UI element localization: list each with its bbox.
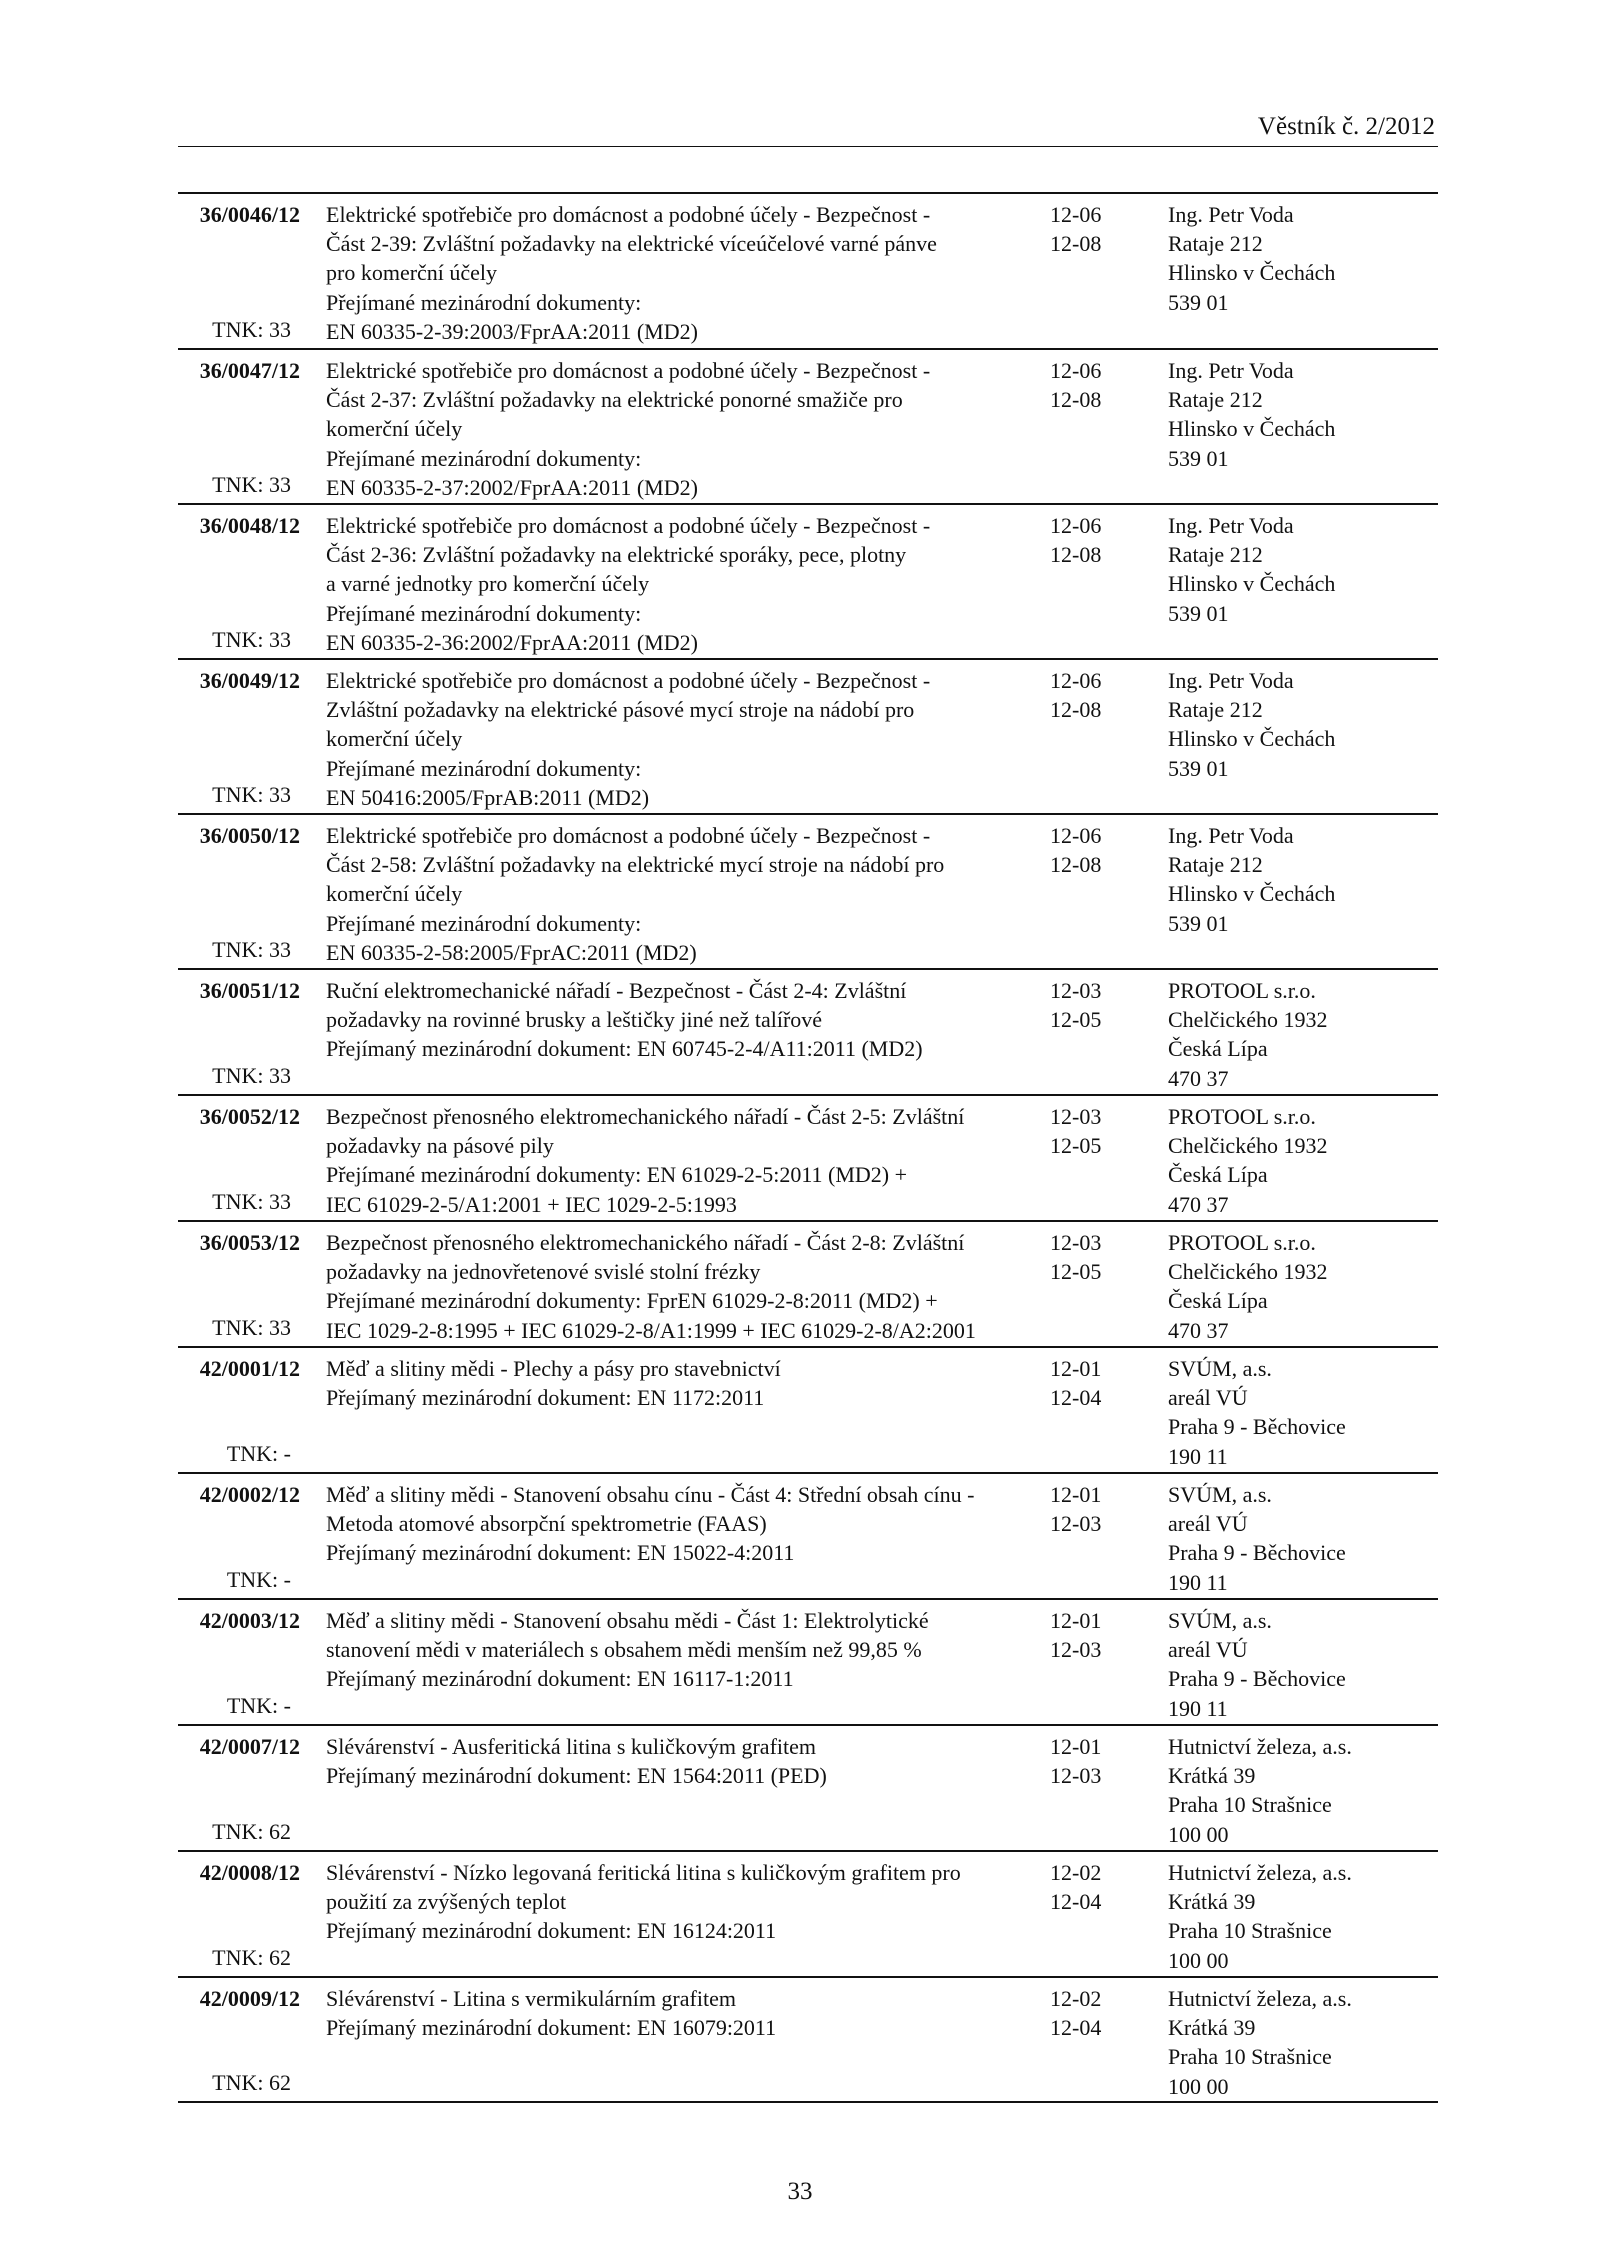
entry-date: 12-03 bbox=[1050, 1230, 1102, 1255]
table-row bbox=[178, 350, 1438, 505]
entry-title-line: a varné jednotky pro komerční účely bbox=[326, 571, 650, 597]
table-row bbox=[178, 1348, 1438, 1474]
entry-address-line: 470 37 bbox=[1168, 1191, 1229, 1217]
entry-title-line: komerční účely bbox=[326, 726, 463, 752]
table-row bbox=[178, 1726, 1438, 1852]
entry-address-line: Hutnictví železa, a.s. bbox=[1168, 1734, 1352, 1759]
entry-dates bbox=[1050, 1480, 1130, 1538]
entry-contact-address bbox=[1168, 356, 1428, 473]
entry-address-line: Rataje 212 bbox=[1168, 231, 1263, 257]
entry-date: 12-05 bbox=[1050, 1133, 1102, 1159]
entry-title-line: Přejímaný mezinárodní dokument: EN 15022-4:2011 bbox=[326, 1540, 795, 1566]
entry-address-line: Praha 10 Strašnice bbox=[1168, 2044, 1332, 2070]
entry-date: 12-06 bbox=[1050, 513, 1102, 538]
table-row bbox=[178, 1600, 1438, 1726]
entry-title-line: Měď a slitiny mědi - Plechy a pásy pro stavebnictví bbox=[326, 1356, 781, 1381]
entry-title-line: EN 60335-2-37:2002/FprAA:2011 (MD2) bbox=[326, 474, 698, 500]
entry-title bbox=[326, 1732, 916, 1790]
entry-contact-address bbox=[1168, 1228, 1428, 1345]
entry-id: 42/0003/12 bbox=[199, 1608, 300, 1633]
entry-title-line: Přejímané mezinárodní dokumenty: bbox=[326, 600, 642, 626]
entry-id: 42/0002/12 bbox=[199, 1482, 300, 1507]
entry-address-line: 190 11 bbox=[1168, 1695, 1228, 1721]
entry-title bbox=[326, 976, 923, 1064]
entry-title bbox=[326, 511, 931, 657]
entry-title-line: Slévárenství - Ausferitická litina s kuličkovým grafitem bbox=[326, 1734, 816, 1759]
entry-date: 12-05 bbox=[1050, 1007, 1102, 1033]
entry-title-line: Zvláštní požadavky na elektrické pásové mycí stroje na nádobí pro bbox=[326, 697, 915, 723]
entry-contact-address bbox=[1168, 666, 1428, 783]
entry-address-line: areál VÚ bbox=[1168, 1511, 1248, 1537]
entry-title-line: EN 50416:2005/FprAB:2011 (MD2) bbox=[326, 784, 650, 810]
entry-title-line: požadavky na pásové pily bbox=[326, 1133, 554, 1159]
entry-address-line: Hlinsko v Čechách bbox=[1168, 416, 1336, 442]
entry-title-line: EN 60335-2-36:2002/FprAA:2011 (MD2) bbox=[326, 629, 698, 655]
entry-address-line: Rataje 212 bbox=[1168, 542, 1263, 568]
entry-address-line: 190 11 bbox=[1168, 1569, 1228, 1595]
entry-address-line: 100 00 bbox=[1168, 2073, 1229, 2099]
entry-date: 12-05 bbox=[1050, 1259, 1102, 1285]
entry-dates bbox=[1050, 1732, 1130, 1790]
entry-title-line: Slévárenství - Nízko legovaná feritická litina s kuličkovým grafitem pro bbox=[326, 1860, 961, 1885]
table-row bbox=[178, 194, 1438, 350]
entry-tnk: TNK: 33 bbox=[212, 627, 291, 652]
entry-tnk: TNK: 33 bbox=[212, 1315, 291, 1340]
entry-tnk: TNK: 62 bbox=[212, 1945, 291, 1970]
entry-date: 12-08 bbox=[1050, 231, 1102, 257]
entry-title-line: použití za zvýšených teplot bbox=[326, 1889, 567, 1915]
entry-tnk: TNK: 33 bbox=[212, 937, 291, 962]
entry-id: 36/0048/12 bbox=[199, 513, 300, 538]
entry-date: 12-06 bbox=[1050, 358, 1102, 383]
header-divider bbox=[178, 146, 1438, 147]
entry-title-line: Elektrické spotřebiče pro domácnost a podobné účely - Bezpečnost - bbox=[326, 513, 931, 538]
entry-dates bbox=[1050, 1354, 1130, 1412]
entry-id: 42/0001/12 bbox=[199, 1356, 300, 1381]
entry-dates bbox=[1050, 1228, 1130, 1286]
entry-title bbox=[326, 1354, 916, 1412]
entry-title bbox=[326, 1984, 916, 2042]
entry-address-line: Ing. Petr Voda bbox=[1168, 202, 1294, 227]
entry-title-line: pro komerční účely bbox=[326, 260, 498, 286]
entry-date: 12-08 bbox=[1050, 387, 1102, 413]
entry-tnk: TNK: 33 bbox=[212, 782, 291, 807]
entry-dates bbox=[1050, 1984, 1130, 2042]
entry-date: 12-02 bbox=[1050, 1860, 1102, 1885]
entry-date: 12-04 bbox=[1050, 1385, 1102, 1411]
entry-tnk: TNK: 62 bbox=[212, 1819, 291, 1844]
entry-address-line: 190 11 bbox=[1168, 1443, 1228, 1469]
entry-title-line: stanovení mědi v materiálech s obsahem mědi menším než 99,85 % bbox=[326, 1637, 922, 1663]
entry-address-line: 539 01 bbox=[1168, 600, 1229, 626]
entry-title-line: Elektrické spotřebiče pro domácnost a podobné účely - Bezpečnost - bbox=[326, 823, 931, 848]
entry-title-line: Přejímané mezinárodní dokumenty: FprEN 61029-2-8:2011 (MD2) + bbox=[326, 1288, 938, 1314]
entry-address-line: Praha 9 - Běchovice bbox=[1168, 1540, 1346, 1566]
entry-title bbox=[326, 1480, 975, 1568]
entry-title-line: Přejímaný mezinárodní dokument: EN 16117-1:2011 bbox=[326, 1666, 794, 1692]
entry-title-line: Elektrické spotřebiče pro domácnost a podobné účely - Bezpečnost - bbox=[326, 668, 931, 693]
entry-dates bbox=[1050, 1858, 1130, 1916]
table-row bbox=[178, 1852, 1438, 1978]
entry-title-line: Měď a slitiny mědi - Stanovení obsahu cínu - Část 4: Střední obsah cínu - bbox=[326, 1482, 975, 1507]
entry-date: 12-06 bbox=[1050, 668, 1102, 693]
entry-address-line: Hlinsko v Čechách bbox=[1168, 571, 1336, 597]
entry-address-line: Chelčického 1932 bbox=[1168, 1259, 1328, 1285]
entry-title bbox=[326, 1228, 976, 1345]
entry-title-line: Elektrické spotřebiče pro domácnost a podobné účely - Bezpečnost - bbox=[326, 358, 931, 383]
entry-date: 12-01 bbox=[1050, 1608, 1102, 1633]
entry-date: 12-03 bbox=[1050, 1104, 1102, 1129]
entry-title bbox=[326, 666, 931, 812]
entry-title-line: IEC 61029-2-5/A1:2001 + IEC 1029-2-5:1993 bbox=[326, 1191, 737, 1217]
entry-address-line: PROTOOL s.r.o. bbox=[1168, 978, 1316, 1003]
entry-tnk: TNK: 33 bbox=[212, 317, 291, 342]
entry-address-line: Hlinsko v Čechách bbox=[1168, 260, 1336, 286]
entry-date: 12-03 bbox=[1050, 1763, 1102, 1789]
entry-id: 36/0046/12 bbox=[199, 202, 300, 227]
entry-title bbox=[326, 1102, 965, 1219]
entry-address-line: 100 00 bbox=[1168, 1947, 1229, 1973]
entry-title bbox=[326, 200, 937, 346]
table-row bbox=[178, 660, 1438, 815]
entry-contact-address bbox=[1168, 1102, 1428, 1219]
entry-address-line: Rataje 212 bbox=[1168, 387, 1263, 413]
entry-address-line: SVÚM, a.s. bbox=[1168, 1482, 1272, 1507]
entry-contact-address bbox=[1168, 976, 1428, 1093]
entry-title-line: požadavky na jednovřetenové svislé stolní frézky bbox=[326, 1259, 761, 1285]
entry-contact-address bbox=[1168, 1480, 1428, 1597]
entry-title-line: komerční účely bbox=[326, 416, 463, 442]
entry-title-line: Metoda atomové absorpční spektrometrie (FAAS) bbox=[326, 1511, 767, 1537]
entry-contact-address bbox=[1168, 1732, 1428, 1849]
entry-dates bbox=[1050, 356, 1130, 414]
entry-dates bbox=[1050, 511, 1130, 569]
entry-dates bbox=[1050, 1606, 1130, 1664]
entry-id: 42/0008/12 bbox=[199, 1860, 300, 1885]
entry-title-line: EN 60335-2-39:2003/FprAA:2011 (MD2) bbox=[326, 318, 698, 344]
entry-address-line: Hlinsko v Čechách bbox=[1168, 881, 1336, 907]
entry-address-line: Praha 9 - Běchovice bbox=[1168, 1666, 1346, 1692]
entry-date: 12-03 bbox=[1050, 978, 1102, 1003]
table-row bbox=[178, 1978, 1438, 2103]
entry-title-line: Část 2-36: Zvláštní požadavky na elektrické sporáky, pece, plotny bbox=[326, 542, 907, 568]
page-number: 33 bbox=[787, 2178, 813, 2205]
entry-address-line: 539 01 bbox=[1168, 289, 1229, 315]
entry-title bbox=[326, 1858, 961, 1946]
entry-title-line: EN 60335-2-58:2005/FprAC:2011 (MD2) bbox=[326, 939, 697, 965]
entry-title-line: Přejímané mezinárodní dokumenty: EN 61029-2-5:2011 (MD2) + bbox=[326, 1162, 908, 1188]
entry-id: 42/0007/12 bbox=[199, 1734, 300, 1759]
entry-address-line: areál VÚ bbox=[1168, 1637, 1248, 1663]
entry-id: 36/0047/12 bbox=[199, 358, 300, 383]
entry-title bbox=[326, 356, 931, 502]
entry-address-line: Česká Lípa bbox=[1168, 1288, 1268, 1314]
entry-address-line: Chelčického 1932 bbox=[1168, 1133, 1328, 1159]
entry-title-line: Bezpečnost přenosného elektromechanického nářadí - Část 2-8: Zvláštní bbox=[326, 1230, 965, 1255]
entry-id: 36/0053/12 bbox=[199, 1230, 300, 1255]
entry-tnk: TNK: - bbox=[226, 1441, 291, 1466]
entry-address-line: 539 01 bbox=[1168, 445, 1229, 471]
entry-address-line: Ing. Petr Voda bbox=[1168, 358, 1294, 383]
entry-date: 12-01 bbox=[1050, 1482, 1102, 1507]
entry-contact-address bbox=[1168, 1984, 1428, 2101]
entry-title bbox=[326, 1606, 929, 1694]
entry-title bbox=[326, 821, 945, 967]
entry-date: 12-08 bbox=[1050, 542, 1102, 568]
entry-date: 12-04 bbox=[1050, 2015, 1102, 2041]
table-row bbox=[178, 970, 1438, 1096]
entry-tnk: TNK: 33 bbox=[212, 472, 291, 497]
entry-dates bbox=[1050, 976, 1130, 1034]
table-row bbox=[178, 1096, 1438, 1222]
entry-title-line: Přejímané mezinárodní dokumenty: bbox=[326, 289, 642, 315]
entry-address-line: Praha 10 Strašnice bbox=[1168, 1792, 1332, 1818]
table-row bbox=[178, 505, 1438, 660]
entry-tnk: TNK: - bbox=[226, 1567, 291, 1592]
entry-date: 12-08 bbox=[1050, 852, 1102, 878]
entry-date: 12-06 bbox=[1050, 202, 1102, 227]
entry-address-line: SVÚM, a.s. bbox=[1168, 1608, 1272, 1633]
entry-address-line: Rataje 212 bbox=[1168, 852, 1263, 878]
entry-contact-address bbox=[1168, 1606, 1428, 1723]
entry-address-line: Krátká 39 bbox=[1168, 1763, 1256, 1789]
entry-title-line: Bezpečnost přenosného elektromechanického nářadí - Část 2-5: Zvláštní bbox=[326, 1104, 965, 1129]
entry-date: 12-03 bbox=[1050, 1637, 1102, 1663]
entry-address-line: Hutnictví železa, a.s. bbox=[1168, 1860, 1352, 1885]
entry-title-line: Přejímané mezinárodní dokumenty: bbox=[326, 445, 642, 471]
entry-date: 12-04 bbox=[1050, 1889, 1102, 1915]
entry-address-line: Rataje 212 bbox=[1168, 697, 1263, 723]
entry-title-line: Část 2-58: Zvláštní požadavky na elektrické mycí stroje na nádobí pro bbox=[326, 852, 945, 878]
table-row bbox=[178, 815, 1438, 970]
entry-address-line: Praha 10 Strašnice bbox=[1168, 1918, 1332, 1944]
entry-address-line: Praha 9 - Běchovice bbox=[1168, 1414, 1346, 1440]
entry-address-line: 539 01 bbox=[1168, 910, 1229, 936]
entry-id: 36/0051/12 bbox=[199, 978, 300, 1003]
entry-contact-address bbox=[1168, 1354, 1428, 1471]
entry-title-line: Ruční elektromechanické nářadí - Bezpečnost - Část 2-4: Zvláštní bbox=[326, 978, 907, 1003]
standards-table bbox=[178, 192, 1438, 2103]
entry-address-line: Krátká 39 bbox=[1168, 1889, 1256, 1915]
entry-dates bbox=[1050, 200, 1130, 258]
entry-date: 12-03 bbox=[1050, 1511, 1102, 1537]
entry-title-line: Přejímané mezinárodní dokumenty: bbox=[326, 755, 642, 781]
entry-address-line: 470 37 bbox=[1168, 1065, 1229, 1091]
entry-title-line: IEC 1029-2-8:1995 + IEC 61029-2-8/A1:1999 + IEC 61029-2-8/A2:2001 bbox=[326, 1317, 976, 1343]
entry-address-line: SVÚM, a.s. bbox=[1168, 1356, 1272, 1381]
entry-contact-address bbox=[1168, 511, 1428, 628]
entry-date: 12-01 bbox=[1050, 1356, 1102, 1381]
entry-title-line: komerční účely bbox=[326, 881, 463, 907]
entry-tnk: TNK: - bbox=[226, 1693, 291, 1718]
entry-dates bbox=[1050, 666, 1130, 724]
entry-title-line: Přejímaný mezinárodní dokument: EN 16079:2011 bbox=[326, 2015, 777, 2041]
entry-date: 12-02 bbox=[1050, 1986, 1102, 2011]
entry-id: 36/0050/12 bbox=[199, 823, 300, 848]
entry-title-line: Elektrické spotřebiče pro domácnost a podobné účely - Bezpečnost - bbox=[326, 202, 931, 227]
entry-title-line: požadavky na rovinné brusky a leštičky jiné než talířové bbox=[326, 1007, 823, 1033]
entry-address-line: 539 01 bbox=[1168, 755, 1229, 781]
entry-title-line: Přejímaný mezinárodní dokument: EN 60745-2-4/A11:2011 (MD2) bbox=[326, 1036, 923, 1062]
entry-title-line: Měď a slitiny mědi - Stanovení obsahu mědi - Část 1: Elektrolytické bbox=[326, 1608, 929, 1633]
entry-id: 42/0009/12 bbox=[199, 1986, 300, 2011]
entry-title-line: Část 2-39: Zvláštní požadavky na elektrické víceúčelové varné pánve bbox=[326, 231, 937, 257]
entry-tnk: TNK: 33 bbox=[212, 1189, 291, 1214]
table-row bbox=[178, 1222, 1438, 1348]
entry-address-line: Česká Lípa bbox=[1168, 1036, 1268, 1062]
entry-title-line: Přejímaný mezinárodní dokument: EN 1564:2011 (PED) bbox=[326, 1763, 827, 1789]
entry-date: 12-08 bbox=[1050, 697, 1102, 723]
entry-title-line: Přejímaný mezinárodní dokument: EN 1172:2011 bbox=[326, 1385, 765, 1411]
entry-title-line: Přejímané mezinárodní dokumenty: bbox=[326, 910, 642, 936]
entry-address-line: Krátká 39 bbox=[1168, 2015, 1256, 2041]
entry-date: 12-06 bbox=[1050, 823, 1102, 848]
entry-contact-address bbox=[1168, 821, 1428, 938]
entry-tnk: TNK: 33 bbox=[212, 1063, 291, 1088]
entry-address-line: Hlinsko v Čechách bbox=[1168, 726, 1336, 752]
entry-title-line: Slévárenství - Litina s vermikulárním grafitem bbox=[326, 1986, 736, 2011]
entry-address-line: PROTOOL s.r.o. bbox=[1168, 1230, 1316, 1255]
entry-dates bbox=[1050, 821, 1130, 879]
entry-address-line: Chelčického 1932 bbox=[1168, 1007, 1328, 1033]
entry-address-line: Hutnictví železa, a.s. bbox=[1168, 1986, 1352, 2011]
page-header-title: Věstník č. 2/2012 bbox=[1257, 113, 1435, 140]
entry-id: 36/0049/12 bbox=[199, 668, 300, 693]
entry-id: 36/0052/12 bbox=[199, 1104, 300, 1129]
entry-contact-address bbox=[1168, 200, 1428, 317]
table-row bbox=[178, 1474, 1438, 1600]
entry-address-line: 470 37 bbox=[1168, 1317, 1229, 1343]
entry-address-line: Česká Lípa bbox=[1168, 1162, 1268, 1188]
entry-tnk: TNK: 62 bbox=[212, 2070, 291, 2095]
entry-address-line: Ing. Petr Voda bbox=[1168, 823, 1294, 848]
entry-address-line: Ing. Petr Voda bbox=[1168, 668, 1294, 693]
entry-dates bbox=[1050, 1102, 1130, 1160]
entry-title-line: Přejímaný mezinárodní dokument: EN 16124:2011 bbox=[326, 1918, 777, 1944]
entry-address-line: 100 00 bbox=[1168, 1821, 1229, 1847]
entry-contact-address bbox=[1168, 1858, 1428, 1975]
entry-address-line: Ing. Petr Voda bbox=[1168, 513, 1294, 538]
entry-title-line: Část 2-37: Zvláštní požadavky na elektrické ponorné smažiče pro bbox=[326, 387, 903, 413]
entry-date: 12-01 bbox=[1050, 1734, 1102, 1759]
entry-address-line: PROTOOL s.r.o. bbox=[1168, 1104, 1316, 1129]
entry-address-line: areál VÚ bbox=[1168, 1385, 1248, 1411]
